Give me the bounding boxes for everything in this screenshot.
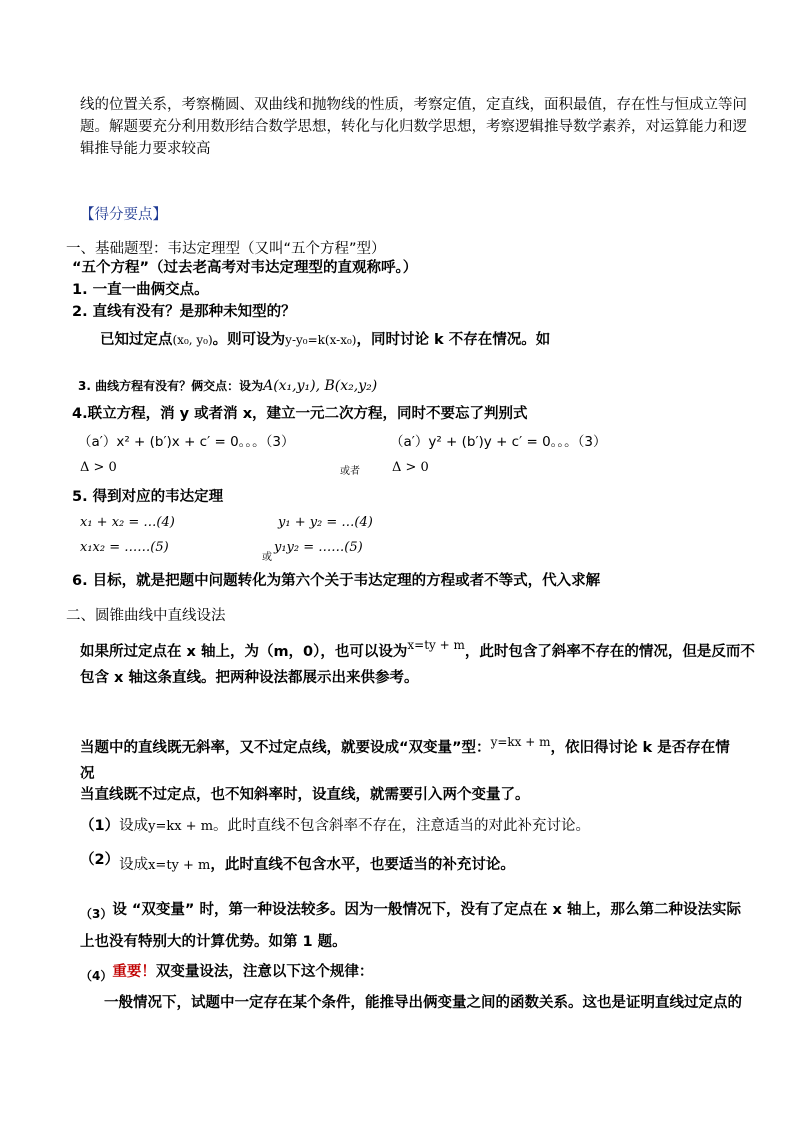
important-label: 重要！: [112, 964, 156, 980]
p1-formula: x=ty + m: [407, 638, 465, 652]
para-4: 一般情况下，试题中一定存在某个条件，能推导出俩变量之间的函数关系。这也是证明直线过定点的: [104, 995, 742, 1011]
item1-formula: y=kx + m: [148, 819, 214, 834]
discriminant-right: Δ > 0: [392, 460, 429, 475]
item2-text-b: ，此时直线不包含水平，也要适当的补充讨论。: [210, 857, 515, 873]
vieta-y-sum: y₁ + y₂ = …(4): [278, 515, 373, 530]
step2-text-a: 已知过定点: [100, 332, 173, 348]
item-3-line-2: 上也没有特别大的计算优势。如第 1 题。: [80, 934, 347, 950]
vieta-x-sum: x₁ + x₂ = …(4): [80, 515, 175, 530]
quadratic-y: （a′）y² + (b′)y + c′ = 0。。。（3）: [390, 434, 607, 450]
intro-line-1: 线的位置关系，考察椭圆、双曲线和抛物线的性质，考察定值，定直线，面积最值，存在性与恒成立等问: [80, 97, 747, 113]
item2-number: （2）: [80, 852, 120, 868]
vieta-y-product: y₁y₂ = ……(5): [274, 540, 363, 555]
p2-text-b: ，依旧得讨论 k 是否存在情: [550, 740, 730, 756]
step-6: 6. 目标，就是把题中问题转化为第六个关于韦达定理的方程或者不等式，代入求解: [72, 573, 601, 589]
step2-line-formula: y-y₀=k(x-x₀): [285, 333, 357, 347]
item3-number: （3）: [80, 907, 113, 921]
step-1: 1. 一直一曲俩交点。: [72, 282, 209, 298]
intro-line-3: 辑推导能力要求较高: [80, 141, 211, 157]
step-3: [78, 376, 377, 396]
step3-points: A(x₁,y₁), B(x₂,y₂): [263, 378, 378, 394]
quadratic-x: （a′）x² + (b′)x + c′ = 0。。。（3）: [78, 434, 295, 450]
item1-text-a: 设成: [119, 818, 149, 834]
item4-text: 双变量设法，注意以下这个规律：: [155, 964, 374, 980]
vieta-x-product: x₁x₂ = ……(5): [80, 540, 169, 555]
p2-text-a: 当题中的直线既无斜率，又不过定点线，就要设成“双变量”型：: [80, 740, 491, 756]
para-1-line-1: [80, 638, 755, 662]
item-1: [80, 816, 590, 837]
item1-text-b: 。此时直线不包含斜率不存在，注意适当的对此补充讨论。: [213, 818, 591, 834]
item-2: [80, 852, 515, 876]
item4-number: （4）: [80, 969, 113, 983]
section2-title: 二、圆锥曲线中直线设法: [66, 608, 226, 624]
item2-text-a: 设成: [119, 857, 149, 873]
step-2: 2. 直线有没有？是那种未知型的？: [72, 304, 296, 320]
p2-formula: y=kx + m: [490, 735, 551, 749]
section1-subtitle: “五个方程”（过去老高考对韦达定理型的直观称呼。）: [72, 260, 418, 276]
p1-text-b: ，此时包含了斜率不存在的情况，但是反而不: [464, 644, 755, 660]
section-heading: 【得分要点】: [80, 207, 167, 223]
intro-line-2: 题。解题要充分利用数形结合数学思想，转化与化归数学思想，考察逻辑推导数学素养，对运算能力和逻: [80, 119, 747, 135]
discriminant-left: Δ > 0: [80, 460, 117, 475]
step2-point: (x₀, y₀): [172, 333, 213, 347]
item-3-line-1: [80, 900, 741, 920]
p1-text-a: 如果所过定点在 x 轴上，为（m，0），也可以设为: [80, 644, 408, 660]
step3-text: 3. 曲线方程有没有？俩交点：设为: [78, 379, 264, 393]
step-4: 4.联立方程，消 y 或者消 x，建立一元二次方程，同时不要忘了判别式: [72, 406, 528, 422]
para-3: 当直线既不过定点，也不知斜率时，设直线，就需要引入两个变量了。: [80, 787, 530, 803]
step2-text-b: 。则可设为: [212, 332, 286, 348]
or-label-2: 或: [262, 552, 272, 563]
item3-text: 设 “双变量” 时，第一种设法较多。因为一般情况下，没有了定点在 x 轴上，那么第二种设法实际: [112, 902, 741, 918]
step-2-detail: [100, 330, 550, 350]
or-label-1: 或者: [340, 466, 360, 477]
para-1-line-2: 包含 x 轴这条直线。把两种设法都展示出来供参考。: [80, 670, 419, 686]
step2-text-c: ，同时讨论 k 不存在情况。如: [356, 332, 551, 348]
para-2-line-1: [80, 735, 730, 758]
item-4: [80, 962, 373, 982]
step-5: 5. 得到对应的韦达定理: [72, 489, 224, 505]
item1-number: （1）: [80, 818, 120, 834]
para-2-line-2: 况: [80, 766, 95, 782]
section1-title: 一、基础题型：韦达定理型（又叫“五个方程”型）: [66, 241, 386, 257]
item2-formula: x=ty + m: [148, 858, 211, 873]
